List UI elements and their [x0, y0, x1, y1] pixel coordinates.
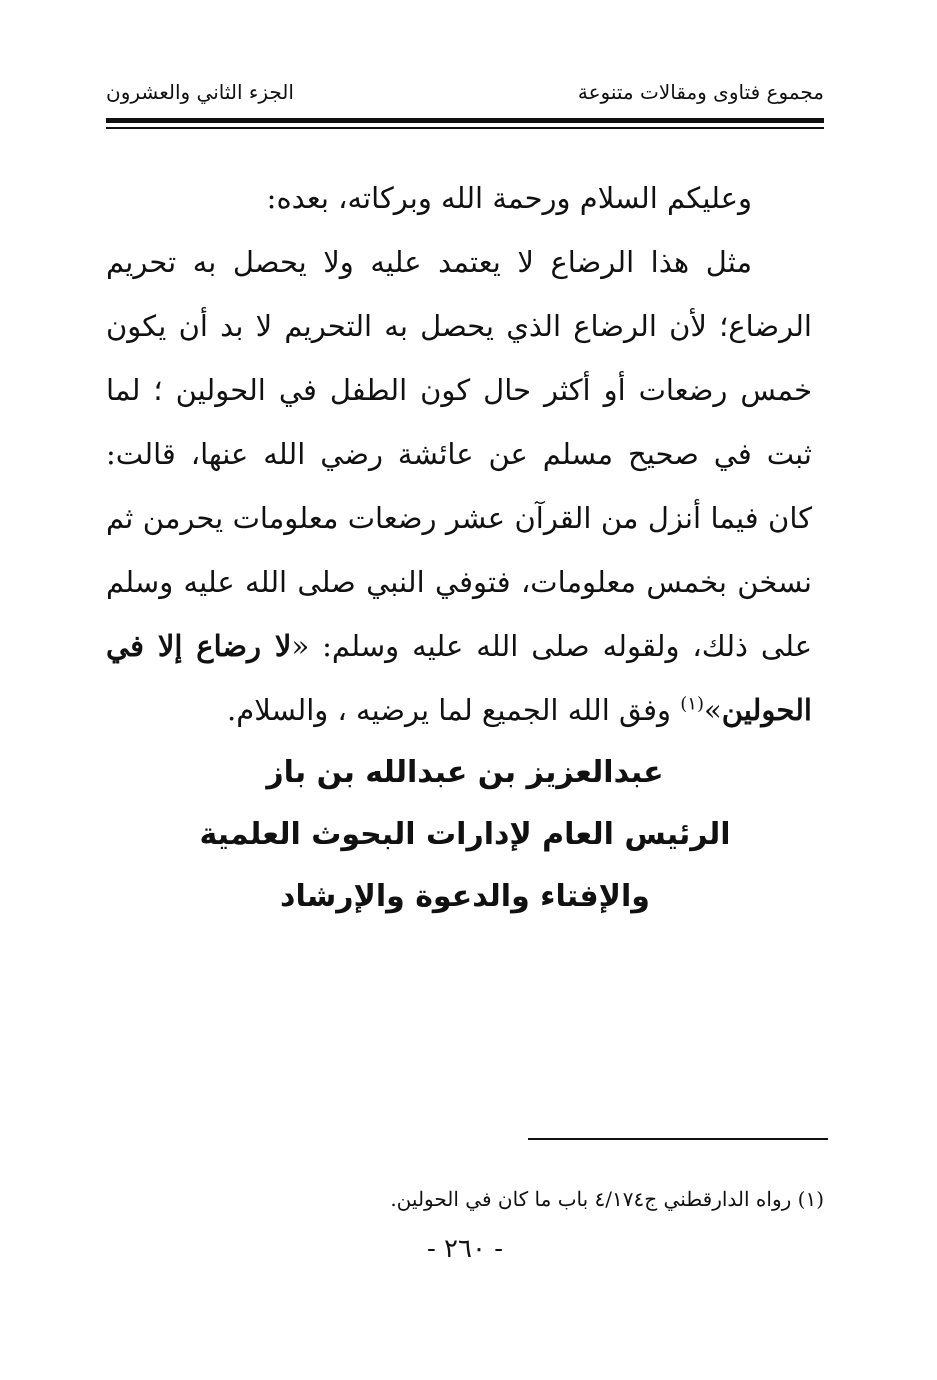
signature-title-2: والإفتاء والدعوة والإرشاد	[280, 879, 650, 914]
body-text	[106, 166, 812, 742]
signature-name: عبدالعزيز بن عبدالله بن باز	[266, 755, 664, 790]
fatwa-paragraph	[106, 230, 812, 742]
footnote-separator	[528, 1138, 828, 1140]
book-title: مجموع فتاوى ومقالات متنوعة	[577, 80, 824, 104]
signature-title-1: الرئيس العام لإدارات البحوث العلمية	[199, 817, 731, 852]
paragraph-text: مثل هذا الرضاع لا يعتمد عليه ولا يحصل به تحريم الرضاع؛ لأن الرضاع الذي يحصل به التحريم لا بد أن يكون خمس رضعات أو أكثر حال كون الطفل في الحولين ؛ لما ثبت في صحيح مسلم عن عائشة رضي الله عنها، قالت: كان فيما أنزل من القرآن عشر رضعات معلومات يحرمن ثم نسخن بخمس معلومات، فتوفي النبي صلى الله عليه وسلم على ذلك، ولقوله صلى الله عليه وسلم: «	[106, 245, 813, 663]
running-header	[106, 80, 824, 116]
footnote-reference[interactable]: (١)	[680, 693, 704, 715]
signature-block	[106, 742, 824, 928]
header-rule-thin	[106, 127, 824, 129]
closing-text: وفق الله الجميع لما يرضيه ، والسلام.	[227, 693, 681, 727]
quote-close: »	[703, 693, 722, 727]
header-rule-thick	[106, 118, 824, 123]
greeting-line: وعليكم السلام ورحمة الله وبركاته، بعده:	[266, 181, 752, 215]
volume-label: الجزء الثاني والعشرون	[106, 80, 294, 104]
hadith-quote: لا رضاع إلا في الحولين	[106, 629, 812, 727]
footnote: (١) رواه الدارقطني ج٤/١٧٤ باب ما كان في الحولين.	[390, 1187, 824, 1211]
page-number: - ٢٦٠ -	[426, 1234, 504, 1264]
